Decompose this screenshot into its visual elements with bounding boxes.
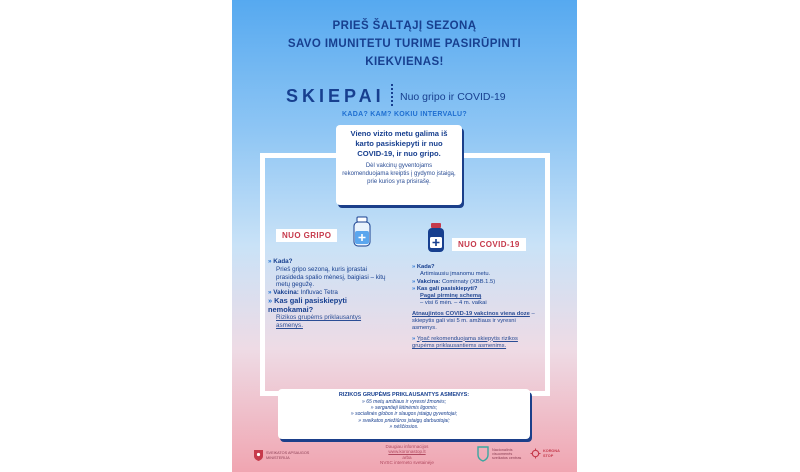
- covid-vial-icon: [424, 222, 448, 254]
- ministry-logo: SVEIKATOS APSAUGOS MINISTERIJA: [254, 450, 326, 461]
- risk-item: » 65 metų amžiaus ir vyresni žmonės;: [362, 399, 446, 405]
- flu-kada-label: Kada?: [273, 258, 293, 265]
- covid-details: » Kada? Artimiausiu įmanomu metu. » Vakcina: Comirnaty (XBB.1.5) » Kas gali pasiskiepyti? Pagal pirminę schemą – visi 6 mėn. – 4 m. vaikai Atnaujintos COVID-19 vakcinos viena doze – skiepytis gali visi 5 m. amžiaus ir vyresni asmenys. » Ypač rekomenduojama skiepytis rizikos grupėms priklausantiems asmenims.: [412, 264, 540, 350]
- vaccination-poster: [232, 0, 577, 472]
- covid-vakcina-value: Comirnaty (XBB.1.5): [442, 278, 496, 285]
- covid-recommend-link[interactable]: Ypač rekomenduojama skiepytis rizikos grupėms priklausantiems asmenims.: [412, 335, 518, 349]
- risk-item: » sergantieji lėtinėmis ligomis;: [370, 405, 438, 412]
- covid-dose-link[interactable]: Atnaujintos COVID-19 vakcinos viena doze: [412, 310, 530, 317]
- subtitle: Nuo gripo ir COVID-19: [400, 91, 506, 103]
- coat-of-arms-icon: [254, 450, 263, 461]
- flu-vial-icon: [350, 216, 374, 248]
- footer-info: Daugiau informacijos www.koronastop.lt arba NVSC interneto svetainėje: [352, 444, 462, 466]
- info-main: Vieno vizito metu galima iš karto pasiskiepyti ir nuo COVID-19, ir nuo gripo.: [350, 129, 448, 158]
- info-box: [336, 125, 462, 205]
- covid-dose-text: – skiepytis gali visi 5 m. amžiaus ir vyresni asmenys.: [412, 310, 535, 332]
- risk-item: » nėščiosios.: [389, 423, 419, 430]
- virus-icon: [530, 448, 541, 459]
- risk-title: RIZIKOS GRUPĖMS PRIKLAUSANTYS ASMENYS:: [338, 392, 470, 398]
- covid-kada-text: Artimiausiu įmanomu metu.: [420, 271, 491, 278]
- covid-kada-label: Kada?: [416, 264, 435, 270]
- covid-vakcina-label: Vakcina:: [416, 278, 441, 285]
- covid-schema-text: – visi 6 mėn. – 4 m. vaikai: [420, 300, 487, 307]
- flu-vakcina-value: Influvac Tetra: [300, 289, 338, 297]
- risk-group-box: [278, 389, 530, 439]
- nvsc-logo: Nacionalinis visuomenės sveikatos centras: [477, 446, 522, 462]
- nvsc-shield-icon: [477, 446, 489, 462]
- covid-kas-label: Kas gali pasiskiepyti?: [416, 285, 478, 292]
- covid-tag: NUO COVID-19: [452, 238, 526, 251]
- heading-line-2: SAVO IMUNITETU TURIME PASIRŪPINTI: [287, 38, 522, 50]
- flu-tag: NUO GRIPO: [276, 229, 337, 242]
- heading-line-1: PRIEŠ ŠALTĄJĮ SEZONĄ: [332, 20, 477, 32]
- questions-line: KADA? KAM? KOKIU INTERVALU?: [342, 111, 467, 118]
- info-note: Dėl vakcinų gyventojams rekomenduojama kreiptis į gydymo įstaigą, prie kurios yra prisirašę.: [342, 163, 456, 185]
- title-divider: [391, 84, 393, 106]
- skiepai-title: SKIEPAI: [286, 86, 385, 106]
- flu-kada-text: Prieš gripo sezoną, kuris įprastai prasideda spalio mėnesį, baigiasi – kitų metų gegužę.: [276, 265, 386, 289]
- risk-item: » sveikatos priežiūros įstaigų darbuotojai;: [358, 417, 450, 424]
- flu-kas-label: Kas gali pasiskiepyti nemokamai?: [268, 295, 347, 314]
- heading-line-3: KIEKVIENAS!: [365, 56, 444, 68]
- koronastop-logo: KORONA STOP: [530, 448, 565, 459]
- flu-vakcina-label: Vakcina:: [273, 289, 299, 297]
- risk-item: » socialinės globos ir slaugos įstaigų gyventojai;: [350, 411, 458, 418]
- footer-website-link[interactable]: www.koronastop.lt: [388, 449, 426, 455]
- flu-details: » Kada? Prieš gripo sezoną, kuris įprastai prasideda spalio mėnesį, baigiasi – kitų metų gegužę. » Vakcina: Influvac Tetra » Kas gali pasiskiepyti nemokamai? Rizikos grupėms priklausantys asmenys.: [268, 258, 388, 330]
- covid-schema-link[interactable]: Pagal pirminę schemą: [420, 293, 482, 300]
- flu-risk-link[interactable]: Rizikos grupėms priklausantys asmenys.: [276, 314, 362, 329]
